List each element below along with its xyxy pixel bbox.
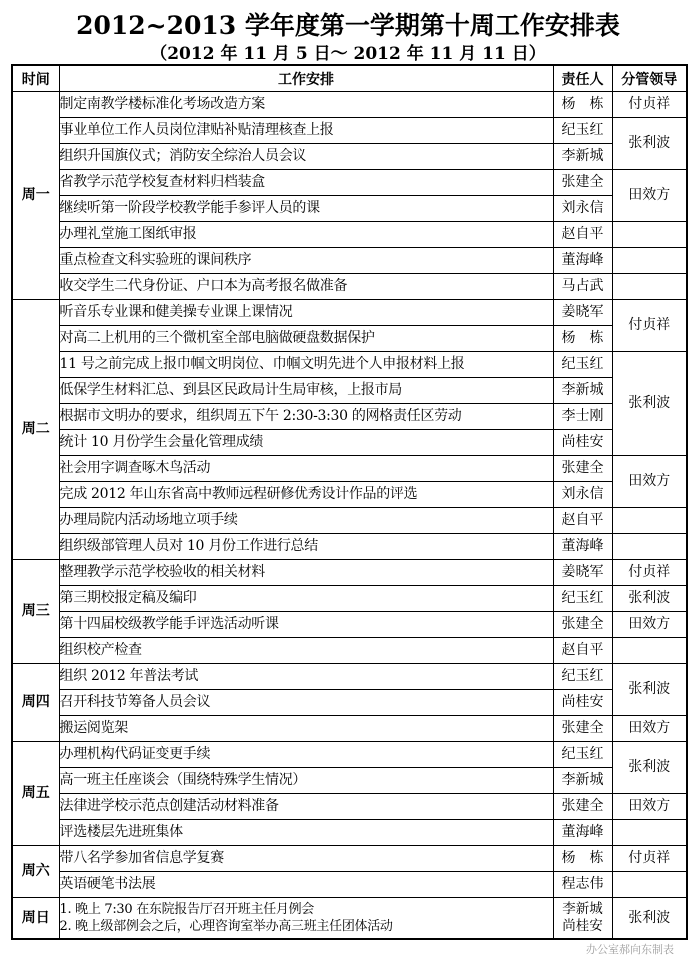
leader-cell: 田效方 [612,170,687,222]
date-range: （2012 年 11 月 5 日～ 2012 年 11 月 11 日） [150,44,546,64]
task-cell: 办理礼堂施工图纸审报 [59,222,553,248]
leader-cell: 付贞祥 [612,846,687,872]
footer-note: 办公室郝向东制表 [586,943,674,956]
leader-cell: 付贞祥 [612,300,687,352]
task-cell: 收交学生二代身份证、户口本为高考报名做准备 [59,274,553,300]
responsible-cell: 纪玉红 [553,118,612,144]
responsible-cell: 董海峰 [553,820,612,846]
table-row [12,196,687,222]
table-row [12,326,687,352]
responsible-cell: 张建全 [553,612,612,638]
header-row [12,65,687,92]
leader-cell [612,508,687,534]
responsible-cell: 刘永信 [553,482,612,508]
table-row [12,430,687,456]
leader-cell: 田效方 [612,456,687,508]
responsible-cell: 杨 栋 [553,326,612,352]
responsible-cell: 李新城 [553,768,612,794]
header-work: 工作安排 [59,65,553,92]
leader-cell: 田效方 [612,716,687,742]
task-cell: 带八名学参加省信息学复赛 [59,846,553,872]
task-cell: 继续听第一阶段学校教学能手参评人员的课 [59,196,553,222]
task-cell: 办理局院内活动场地立项手续 [59,508,553,534]
responsible-cell: 纪玉红 [553,664,612,690]
responsible-cell: 李新城 [553,378,612,404]
task-cell: 英语硬笔书法展 [59,872,553,898]
task-cell: 组织校产检查 [59,638,553,664]
day-wednesday: 周三 [12,560,59,664]
table-row [12,872,687,898]
table-row [12,248,687,274]
task-cell: 统计 10 月份学生会量化管理成绩 [59,430,553,456]
responsible-cell: 马占武 [553,274,612,300]
table-row [12,482,687,508]
table-row [12,404,687,430]
responsible-cell: 张建全 [553,170,612,196]
leader-cell [612,274,687,300]
table-row [12,144,687,170]
day-monday: 周一 [12,92,59,300]
responsible-cell: 赵自平 [553,508,612,534]
task-cell: 搬运阅览架 [59,716,553,742]
table-row [12,508,687,534]
leader-cell [612,248,687,274]
table-row [12,664,687,690]
leader-cell [612,820,687,846]
responsible-cell: 李新城 [553,144,612,170]
table-row [12,768,687,794]
task-cell: 11 号之前完成上报巾帼文明岗位、巾帼文明先进个人申报材料上报 [59,352,553,378]
task-cell: 社会用字调查啄木鸟活动 [59,456,553,482]
task-cell: 第三期校报定稿及编印 [59,586,553,612]
table-row [12,846,687,872]
table-row [12,378,687,404]
day-tuesday: 周二 [12,300,59,560]
table-row [12,352,687,378]
leader-cell: 张利波 [612,586,687,612]
leader-cell: 付贞祥 [612,560,687,586]
responsible-cell: 纪玉红 [553,742,612,768]
table-row [12,118,687,144]
sunday-task-2: 2. 晚上级部例会之后，心理咨询室举办高三班主任团体活动 [59,919,393,934]
table-row [12,898,687,940]
responsible-cell: 姜晓军 [553,300,612,326]
task-cell: 高一班主任座谈会（围绕特殊学生情况） [59,768,553,794]
responsible-cell: 张建全 [553,716,612,742]
header-leader: 分管领导 [612,65,687,92]
table-row [12,456,687,482]
task-cell: 组织 2012 年普法考试 [59,664,553,690]
responsible-cell: 赵自平 [553,638,612,664]
responsible-cell: 刘永信 [553,196,612,222]
table-row [12,560,687,586]
task-cell: 组织级部管理人员对 10 月份工作进行总结 [59,534,553,560]
header-time: 时间 [12,65,59,92]
table-row [12,222,687,248]
task-cell: 低保学生材料汇总、到县区民政局计生局审核，上报市局 [59,378,553,404]
day-sunday: 周日 [12,898,59,940]
responsible-cell: 杨 栋 [553,846,612,872]
task-cell: 第十四届校级教学能手评选活动听课 [59,612,553,638]
day-saturday: 周六 [12,846,59,898]
sunday-responsible-2: 尚桂安 [562,918,603,934]
leader-cell: 田效方 [612,794,687,820]
table-row [12,690,687,716]
leader-cell: 张利波 [612,118,687,170]
table-row [12,794,687,820]
schedule-table [11,64,688,940]
responsible-cell: 尚桂安 [553,690,612,716]
sunday-task-1: 1. 晚上 7:30 在东院报告厅召开班主任月例会 [59,902,314,917]
day-thursday: 周四 [12,664,59,742]
task-cell: 整理教学示范学校验收的相关材料 [59,560,553,586]
leader-cell: 张利波 [612,664,687,716]
leader-cell: 付贞祥 [612,92,687,118]
leader-cell: 田效方 [612,612,687,638]
sunday-responsible-1: 李新城 [562,901,603,917]
table-row [12,300,687,326]
leader-cell [612,872,687,898]
responsible-cell: 李士刚 [553,404,612,430]
task-cell: 组织升国旗仪式；消防安全综治人员会议 [59,144,553,170]
leader-cell [612,638,687,664]
table-row [12,92,687,118]
task-cell: 听音乐专业课和健美操专业课上课情况 [59,300,553,326]
day-friday: 周五 [12,742,59,846]
responsible-cell: 姜晓军 [553,560,612,586]
leader-cell [612,534,687,560]
task-cell [59,898,553,940]
task-cell: 法律进学校示范点创建活动材料准备 [59,794,553,820]
task-cell: 事业单位工作人员岗位津贴补贴清理核查上报 [59,118,553,144]
table-row [12,274,687,300]
leader-cell: 张利波 [612,898,687,940]
responsible-cell: 纪玉红 [553,352,612,378]
task-cell: 评选楼层先进班集体 [59,820,553,846]
table-row [12,534,687,560]
page-title: 2012~2013 学年度第一学期第十周工作安排表 [76,11,620,40]
responsible-cell: 纪玉红 [553,586,612,612]
table-row [12,586,687,612]
responsible-cell: 尚桂安 [553,430,612,456]
responsible-cell: 张建全 [553,794,612,820]
responsible-cell: 董海峰 [553,248,612,274]
task-cell: 制定南教学楼标准化考场改造方案 [59,92,553,118]
responsible-cell: 杨 栋 [553,92,612,118]
responsible-cell: 赵自平 [553,222,612,248]
responsible-cell: 张建全 [553,456,612,482]
table-row [12,170,687,196]
task-cell: 办理机构代码证变更手续 [59,742,553,768]
table-row [12,638,687,664]
task-cell: 对高二上机用的三个微机室全部电脑做硬盘数据保护 [59,326,553,352]
task-cell: 完成 2012 年山东省高中教师远程研修优秀设计作品的评选 [59,482,553,508]
task-cell: 根据市文明办的要求，组织周五下午 2:30-3:30 的网格责任区劳动 [59,404,553,430]
table-row [12,742,687,768]
leader-cell: 张利波 [612,352,687,456]
task-cell: 召开科技节筹备人员会议 [59,690,553,716]
task-cell: 省教学示范学校复查材料归档装盒 [59,170,553,196]
table-row [12,612,687,638]
table-row [12,820,687,846]
task-cell: 重点检查文科实验班的课间秩序 [59,248,553,274]
responsible-cell: 董海峰 [553,534,612,560]
leader-cell: 张利波 [612,742,687,794]
header-responsible: 责任人 [553,65,612,92]
leader-cell [612,222,687,248]
table-row [12,716,687,742]
responsible-cell: 程志伟 [553,872,612,898]
responsible-cell [553,898,612,940]
